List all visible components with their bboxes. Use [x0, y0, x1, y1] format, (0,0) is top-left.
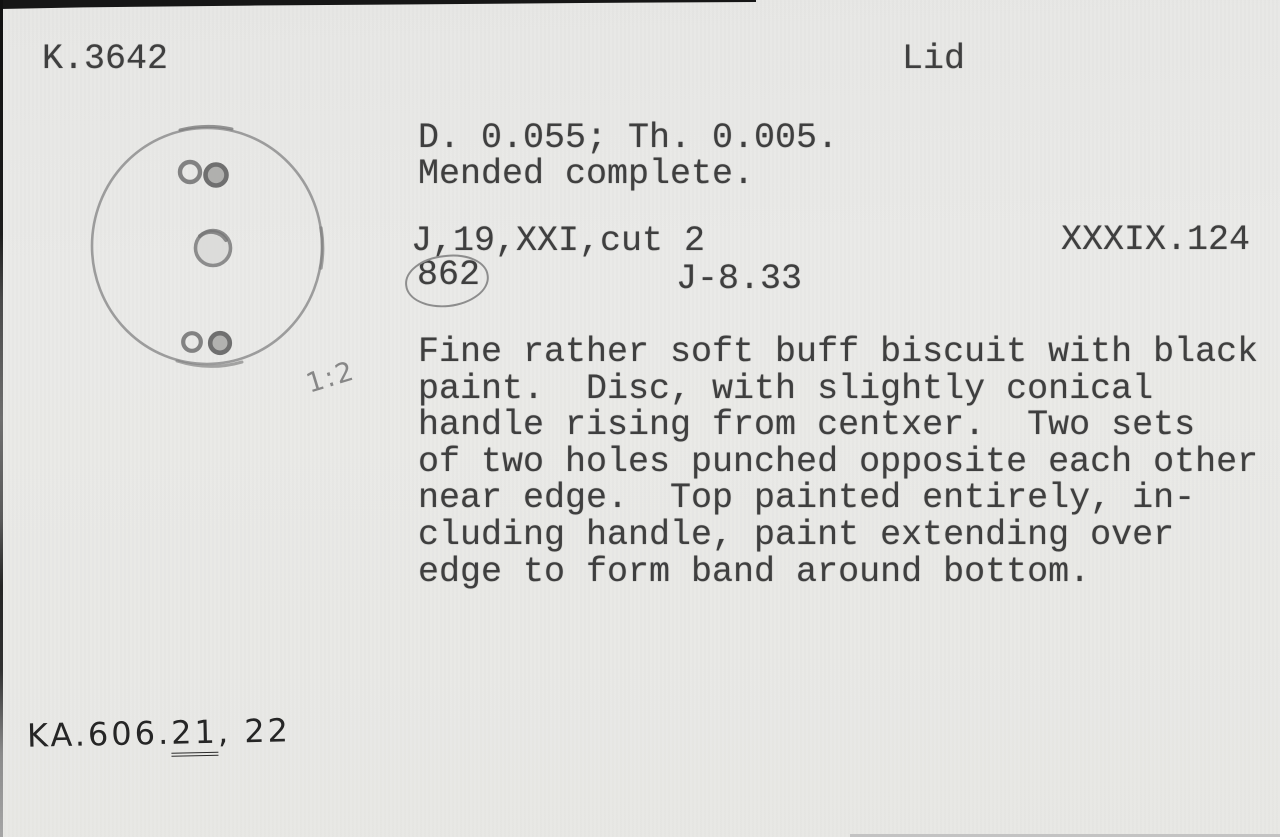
description-paragraph — [418, 334, 1258, 590]
level-reference: J-8.33 — [676, 259, 803, 299]
lid-outline-dark-right — [321, 228, 323, 268]
circled-number: 862 — [417, 255, 481, 295]
punch-hole-top-left — [180, 162, 200, 182]
punch-hole-top-right — [206, 165, 227, 186]
inventory-suffix: , 22 — [217, 711, 292, 751]
inventory-number — [27, 711, 292, 755]
description-line: near edge. Top painted entirely, in- — [418, 478, 1196, 519]
inventory-underlined-part: 21 — [171, 713, 219, 757]
condition-line: Mended complete. — [418, 154, 755, 194]
punch-hole-bottom-left — [183, 333, 201, 351]
dimensions-line: D. 0.055; Th. 0.005. — [418, 118, 839, 158]
context-reference: J,19,XXI,cut 2 — [411, 221, 706, 261]
scale-annotation: 1:2 — [302, 355, 359, 400]
description-line: paint. Disc, with slightly conical — [418, 368, 1154, 409]
lid-top-view-sketch — [82, 118, 334, 376]
scan-artifact-top-edge — [0, 0, 756, 9]
description-line: cluding handle, paint extending over — [418, 514, 1175, 555]
punch-hole-bottom-right — [210, 333, 230, 353]
description-line: of two holes punched opposite each other — [418, 441, 1259, 482]
description-line: edge to form band around bottom. — [418, 551, 1091, 592]
description-line: Fine rather soft buff biscuit with black — [418, 332, 1259, 372]
scan-artifact-left-edge — [0, 0, 3, 837]
description-line: handle rising from centxer. Two sets — [418, 405, 1196, 446]
object-type-heading: Lid — [902, 39, 966, 79]
plate-reference: XXXIX.124 — [1061, 220, 1251, 260]
catalog-number: K.3642 — [42, 39, 169, 79]
inventory-prefix: KA.606. — [26, 713, 172, 755]
